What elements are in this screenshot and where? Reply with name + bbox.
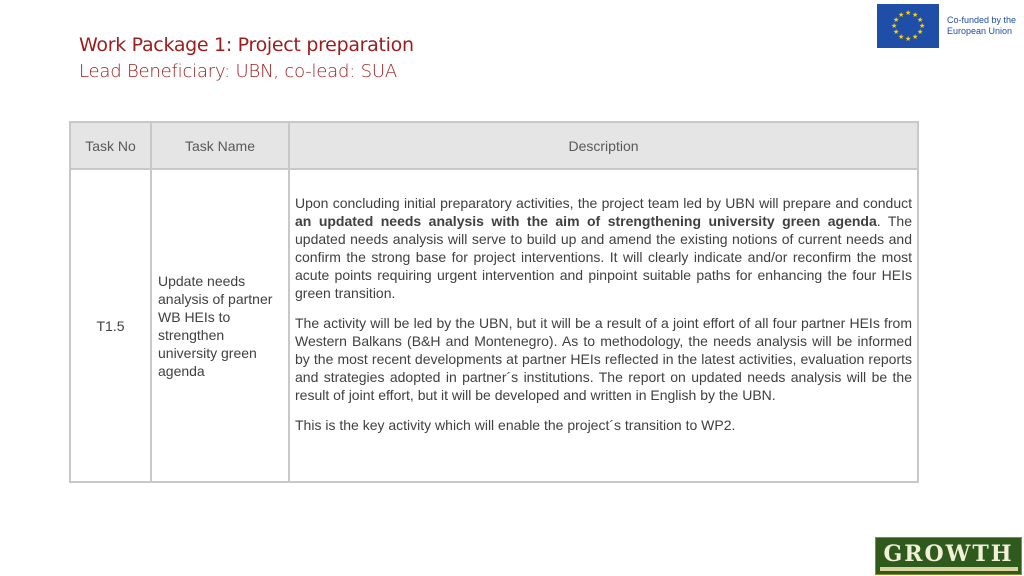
table-header-row [70, 122, 918, 169]
eu-cofunded-logo [877, 3, 1023, 49]
growth-logo-text: GROWTH [883, 540, 1014, 567]
task-no-cell: T1.5 [70, 169, 151, 482]
header-task-no: Task No [70, 122, 151, 169]
growth-project-logo [875, 537, 1022, 575]
table-row [70, 169, 918, 482]
work-package-table [69, 121, 919, 483]
eu-flag-icon: ★ ★ ★ ★ ★ ★ ★ ★ ★ ★ ★ ★ [877, 4, 939, 48]
page-title: Work Package 1: Project preparation [79, 34, 414, 56]
description-paragraph-2: The activity will be led by the UBN, but it will be a result of a joint effort of all four partner HEIs from Western Balkans (B&H and Montenegro). As to methodology, the needs analysis will be informed by the most recent developments at partner HEIs reflected in the latest activities, evaluation reports and strategies adopted in partner´s institutions. The report on updated needs analysis will be the result of joint effort, but it will be developed and written in English by the UBN. [295, 315, 912, 403]
description-cell [289, 169, 918, 482]
eu-logo-line1: Co-funded by the [947, 15, 1017, 25]
eu-logo-line2: European Union [947, 26, 1013, 36]
description-paragraph-1 [295, 194, 912, 302]
page-subtitle: Lead Beneficiary: UBN, co-lead: SUA [79, 61, 397, 82]
description-text: Upon concluding initial preparatory activities, the project team led by UBN will prepare and conduct [295, 195, 912, 211]
description-paragraph-3: This is the key activity which will enable the project´s transition to WP2. [295, 417, 736, 433]
description-text: . The updated needs analysis will serve to build up and amend the existing notions of current needs and confirm the strong base for project interventions. It will clearly indicate and/or reconfirm the most acute points requiring urgent intervention and pinpoint suitable paths for enhancing the four HEIs green transition. [295, 213, 912, 301]
growth-logo-bar [880, 567, 1018, 571]
header-task-name: Task Name [151, 122, 289, 169]
description-bold-text: an updated needs analysis with the aim of strengthening university green agenda [295, 213, 877, 229]
task-name-cell: Update needs analysis of partner WB HEIs to strengthen university green agenda [151, 169, 289, 482]
header-description: Description [289, 122, 918, 169]
eu-logo-text [947, 15, 1016, 37]
